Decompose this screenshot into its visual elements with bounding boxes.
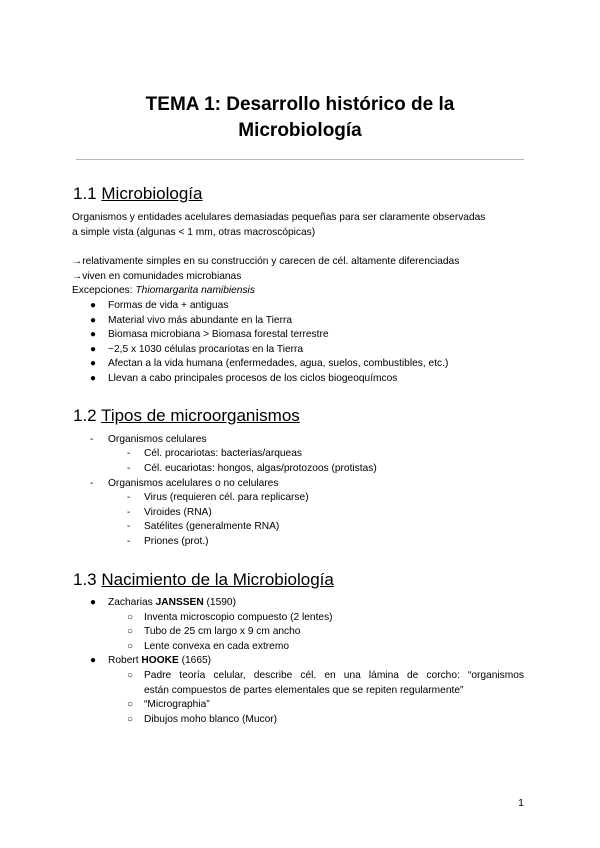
list-item: Material vivo más abundante en la Tierra [108, 315, 293, 326]
dash-marker: - [127, 448, 131, 459]
section-title: Tipos de microorganismos [101, 406, 300, 425]
page-title-line1: TEMA 1: Desarrollo histórico de la [145, 94, 455, 115]
person-entry-hooke [108, 654, 211, 669]
dash-marker: - [90, 478, 94, 489]
section-title: Nacimiento de la Microbiología [101, 570, 334, 589]
bullet-marker: ● [90, 344, 97, 355]
dash-marker: - [90, 434, 94, 445]
circle-marker: ○ [127, 670, 134, 681]
list-item: Padre teoría celular, describe cél. en una lámina de corcho: “organismos [144, 670, 524, 681]
list-item: Afectan a la vida humana (enfermedades, agua, suelos, combustibles, etc.) [108, 358, 449, 369]
section-heading-1-2 [73, 405, 300, 426]
paragraph-line: Organismos y entidades acelulares demasiadas pequeñas para ser claramente observadas [72, 212, 486, 223]
arrow-note: →relativamente simples en su construcción y carecen de cél. altamente diferenciadas [72, 256, 460, 267]
title-divider [76, 159, 524, 160]
list-item: Viroides (RNA) [144, 507, 212, 518]
dash-marker: - [127, 463, 131, 474]
list-item: Priones (prot.) [144, 536, 209, 547]
list-item-continuation: están compuestos de partes elementales que se repiten regularmente” [144, 685, 464, 696]
bullet-marker: ● [90, 655, 97, 666]
section-heading-1-1 [73, 183, 202, 204]
circle-marker: ○ [127, 626, 134, 637]
list-item: Lente convexa en cada extremo [144, 641, 289, 652]
arrow-note: →viven en comunidades microbianas [72, 271, 242, 282]
section-number: 1.2 [73, 406, 97, 425]
circle-marker: ○ [127, 714, 134, 725]
dash-marker: - [127, 492, 131, 503]
section-heading-1-3 [73, 569, 334, 590]
bullet-marker: ● [90, 358, 97, 369]
exceptions-species: Thiomargarita namibiensis [135, 285, 255, 296]
list-item: Llevan a cabo principales procesos de los ciclos biogeoquímcos [108, 373, 398, 384]
list-item: ~2,5 x 1030 células procariotas en la Tierra [108, 344, 304, 355]
bullet-marker: ● [90, 315, 97, 326]
page-number: 1 [518, 797, 524, 809]
section-number: 1.3 [73, 570, 97, 589]
person-surname: HOOKE [141, 655, 179, 666]
list-item: Inventa microscopio compuesto (2 lentes) [144, 612, 333, 623]
list-item: Organismos acelulares o no celulares [108, 478, 279, 489]
person-first-name: Zacharias [108, 597, 156, 608]
list-item: Organismos celulares [108, 434, 207, 445]
list-item: Cél. eucariotas: hongos, algas/protozoos (protistas) [144, 463, 377, 474]
person-year: (1665) [178, 655, 212, 666]
circle-marker: ○ [127, 612, 134, 623]
exceptions-label: Excepciones: [72, 285, 136, 296]
paragraph-line: a simple vista (algunas < 1 mm, otras macroscópicas) [72, 227, 316, 238]
list-item: Virus (requieren cél. para replicarse) [144, 492, 309, 503]
list-item: Formas de vida + antiguas [108, 300, 229, 311]
page-title-line2: Microbiología [238, 120, 362, 141]
bullet-marker: ● [90, 373, 97, 384]
dash-marker: - [127, 536, 131, 547]
person-entry-janssen [108, 596, 236, 611]
bullet-marker: ● [90, 329, 97, 340]
exceptions-line [72, 284, 255, 299]
bullet-marker: ● [90, 597, 97, 608]
section-title: Microbiología [101, 184, 203, 203]
list-item: Cél. procariotas: bacterias/arqueas [144, 448, 302, 459]
dash-marker: - [127, 521, 131, 532]
list-item: Tubo de 25 cm largo x 9 cm ancho [144, 626, 301, 637]
dash-marker: - [127, 507, 131, 518]
list-item: “Micrographia” [144, 699, 210, 710]
section-number: 1.1 [73, 184, 97, 203]
list-item: Dibujos moho blanco (Mucor) [144, 714, 278, 725]
person-first-name: Robert [108, 655, 142, 666]
person-surname: JANSSEN [155, 597, 204, 608]
person-year: (1590) [203, 597, 236, 608]
list-item: Satélites (generalmente RNA) [144, 521, 280, 532]
list-item: Biomasa microbiana > Biomasa forestal terrestre [108, 329, 329, 340]
circle-marker: ○ [127, 699, 134, 710]
circle-marker: ○ [127, 641, 134, 652]
bullet-marker: ● [90, 300, 97, 311]
